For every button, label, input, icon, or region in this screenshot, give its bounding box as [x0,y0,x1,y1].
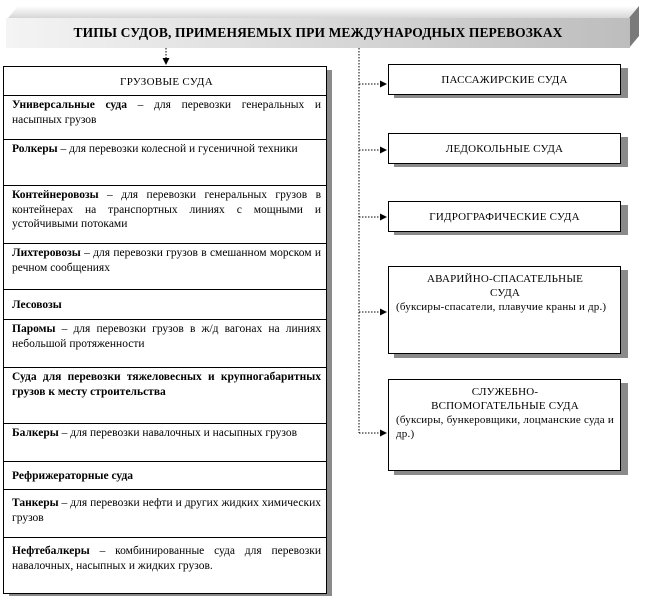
list-item: Нефтебалкеры – комбинированные суда для перевозки навалочных, насыпных и жидких грузов. [4,537,326,593]
rescue-ships-title-1: АВАРИЙНО-СПАСАТЕЛЬНЫЕ [426,273,584,285]
passenger-ships-box [388,64,621,95]
service-ships-title-2: ВСПОМОГАТЕЛЬНЫЕ СУДА [431,400,579,412]
service-ships-desc: (буксиры, бункеровщики, лоцманские суда и др.) [396,414,614,440]
list-item: Балкеры – для перевозки навалочных и насыпных грузов [4,423,326,461]
list-item: Ролкеры – для перевозки колесной и гусеничной техники [4,139,326,185]
rescue-ships-desc: (буксиры-спасатели, плавучие краны и др.) [396,301,607,313]
list-item: Универсальные суда – для перевозки генеральных и насыпных грузов [4,95,326,139]
hydrographic-ships-label: ГИДРОГРАФИЧЕСКИЕ СУДА [429,210,580,223]
rescue-ships-box [388,266,621,354]
list-item: Танкеры – для перевозки нефти и других жидких химических грузов [4,489,326,537]
hydrographic-ships-box [388,201,621,232]
list-item: Лесовозы [4,289,326,319]
icebreaker-ships-label: ЛЕДОКОЛЬНЫЕ СУДА [445,142,564,155]
icebreaker-ships-box [388,133,621,164]
list-item: Паромы – для перевозки грузов в ж/д вагонах на линиях небольшой протяженности [4,319,326,367]
diagram-title-text: ТИПЫ СУДОВ, ПРИМЕНЯЕМЫХ ПРИ МЕЖДУНАРОДНЫХ ПЕРЕВОЗКАХ [73,25,563,40]
rescue-ships-title-2: СУДА [489,287,521,299]
list-item: Контейнеровозы – для перевозки генеральных грузов в контейнерах на транспортных линиях с мощными и устойчивыми потоками [4,185,326,243]
service-ships-box [388,379,621,471]
passenger-ships-label: ПАССАЖИРСКИЕ СУДА [441,73,568,86]
list-item: Лихтеровозы – для перевозки грузов в смешанном морском и речном сообщениях [4,243,326,289]
list-item: Суда для перевозки тяжеловесных и крупногабаритных грузов к месту строительства [4,367,326,423]
service-ships-title-1: СЛУЖЕБНО- [471,386,539,398]
cargo-ships-list [3,66,327,594]
cargo-header: ГРУЗОВЫЕ СУДА [120,76,213,88]
list-item: Рефрижераторные суда [4,461,326,489]
